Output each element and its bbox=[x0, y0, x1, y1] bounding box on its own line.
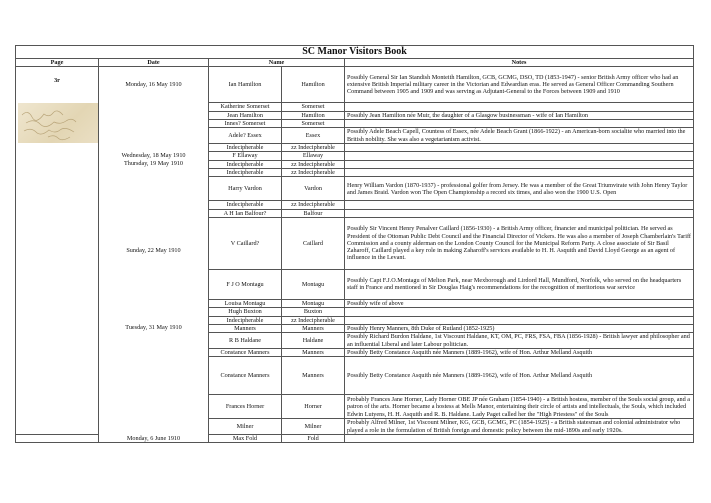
page-cell-empty bbox=[16, 435, 99, 443]
visitor-notes bbox=[345, 152, 694, 160]
visitor-notes: Possibly Betty Constance Asquith née Manners (1889-1962), wife of Hon. Arthur Melland Asquith bbox=[345, 357, 694, 395]
visitor-notes: Probably Frances Jane Horner, Lady Horner OBE JP née Graham (1854-1940) - a British hostess, member of the Souls social group, and a patron of the arts. Horner became a hostess at Mells Manor, entertaining their circle of artists and intellectuals, the Souls, which included Edwin Lutyens, H. H. Asquith and R. B. Haldane. Lady Paget called her the "High Priestess" of the Souls bbox=[345, 395, 694, 419]
visitor-notes: Possibly Henry Manners, 8th Duke of Rutland (1852-1925) bbox=[345, 324, 694, 332]
visitor-name: A H Ian Balfour? bbox=[209, 209, 282, 217]
date-cell: Sunday, 22 May 1910 bbox=[99, 177, 209, 324]
visitor-notes bbox=[345, 144, 694, 152]
visitor-name: R B Haldane bbox=[209, 333, 282, 349]
visitor-surname: Buxton bbox=[282, 308, 345, 316]
visitor-surname: zz Indecipherable bbox=[282, 169, 345, 177]
visitor-surname: Somerset bbox=[282, 103, 345, 111]
visitor-name: Indecipherable bbox=[209, 316, 282, 324]
header-page: Page bbox=[16, 59, 99, 67]
visitor-surname: Milner bbox=[282, 419, 345, 435]
visitor-surname: Manners bbox=[282, 324, 345, 332]
visitor-name: Innes? Somerset bbox=[209, 119, 282, 127]
visitor-surname: Manners bbox=[282, 349, 345, 357]
visitor-surname: zz Indecipherable bbox=[282, 160, 345, 168]
visitor-notes: Possibly Capt F.J.O.Montagu of Melton Park, near Mexborough and Lirdord Hall, Mundford, Norfolk, who served on the headquarters staff in France and mentioned in Sir Douglas Haig's recommendations for the recognition of meritorious war service bbox=[345, 269, 694, 299]
table-row bbox=[16, 67, 694, 103]
visitor-name: Harry Vardon bbox=[209, 177, 282, 201]
visitor-notes bbox=[345, 103, 694, 111]
visitor-name: Indecipherable bbox=[209, 144, 282, 152]
date-cell: Monday, 6 June 1910 bbox=[99, 435, 209, 443]
visitor-notes bbox=[345, 119, 694, 127]
visitor-name: Jean Hamilton bbox=[209, 111, 282, 119]
visitor-notes: Possibly Betty Constance Asquith née Manners (1889-1962), wife of Hon. Arthur Melland Asquith bbox=[345, 349, 694, 357]
visitor-surname: Manners bbox=[282, 357, 345, 395]
header-notes: Notes bbox=[345, 59, 694, 67]
visitor-name: Max Fold bbox=[209, 435, 282, 443]
visitor-name: F Ellaway bbox=[209, 152, 282, 160]
visitor-notes: Probably Alfred Milner, 1st Viscount Milner, KG, GCB, GCMG, PC (1854-1925) - a British statesman and colonial administrator who played a role in the formulation of British foreign and domestic policy between the mid-1890s and early 1920s. bbox=[345, 419, 694, 435]
visitor-name: Frances Horner bbox=[209, 395, 282, 419]
visitor-surname: Montagu bbox=[282, 299, 345, 307]
visitor-notes: Possibly Sir Vincent Henry Penalver Caillard (1856-1930) - a British Army officer, financier and municipal politician. He served as President of the Ottoman Public Debt Council and the Financial Director of Vickers. He was also a member of Joseph Chamberlain's Tariff Commission and a county alderman on the London County Council for the Municipal Reform Party. A close associate of Sir Basil Zaharoff, Caillard played a key role in making Zaharoff's services available to H. H. Asquith and David Lloyd George as an agent of influence in the Levant. bbox=[345, 217, 694, 269]
visitor-surname: Hamilton bbox=[282, 67, 345, 103]
visitor-surname: Balfour bbox=[282, 209, 345, 217]
visitor-name: Ian Hamilton bbox=[209, 67, 282, 103]
visitor-surname: zz Indecipherable bbox=[282, 144, 345, 152]
visitor-notes bbox=[345, 209, 694, 217]
visitor-notes bbox=[345, 169, 694, 177]
visitor-name: V Caillard? bbox=[209, 217, 282, 269]
date-cell: Thursday, 19 May 1910 bbox=[99, 160, 209, 177]
visitor-notes bbox=[345, 308, 694, 316]
date-cell: Monday, 16 May 1910 bbox=[99, 67, 209, 152]
visitor-surname: Somerset bbox=[282, 119, 345, 127]
visitor-surname: Fold bbox=[282, 435, 345, 443]
visitor-name: Indecipherable bbox=[209, 169, 282, 177]
visitor-notes: Possibly Richard Burdon Haldane, 1st Viscount Haldane, KT, OM, PC, FRS, FSA, FBA (1856-1928) - British lawyer and philosopher and an influential Liberal and later Labour politician. bbox=[345, 333, 694, 349]
visitor-notes: Possibly Jean Hamilton née Muir, the daughter of a Glasgow businessman - wife of Ian Hamilton bbox=[345, 111, 694, 119]
visitor-name: Louisa Montagu bbox=[209, 299, 282, 307]
visitors-table bbox=[15, 45, 694, 443]
visitor-surname: Ellaway bbox=[282, 152, 345, 160]
table-row bbox=[16, 435, 694, 443]
visitor-name: Manners bbox=[209, 324, 282, 332]
visitor-name: Katherine Somerset bbox=[209, 103, 282, 111]
page-number: 3r bbox=[54, 77, 60, 85]
signature-page-thumbnail bbox=[18, 103, 98, 143]
visitor-name: Indecipherable bbox=[209, 201, 282, 209]
visitor-surname: zz Indecipherable bbox=[282, 201, 345, 209]
visitor-surname: zz Indecipherable bbox=[282, 316, 345, 324]
visitor-notes bbox=[345, 435, 694, 443]
visitor-name: Hugh Buxton bbox=[209, 308, 282, 316]
table-row bbox=[16, 152, 694, 160]
visitor-name: Adele? Essex bbox=[209, 128, 282, 144]
visitor-surname: Horner bbox=[282, 395, 345, 419]
visitors-book-sheet bbox=[15, 45, 693, 443]
visitor-name: Constance Manners bbox=[209, 349, 282, 357]
page-cell bbox=[16, 67, 99, 435]
visitor-name: Indecipherable bbox=[209, 160, 282, 168]
visitor-notes bbox=[345, 316, 694, 324]
visitor-name: Milner bbox=[209, 419, 282, 435]
table-row bbox=[16, 160, 694, 168]
book-title: SC Manor Visitors Book bbox=[16, 46, 694, 59]
visitor-notes: Henry William Vardon (1870-1937) - professional golfer from Jersey. He was a member of the Great Triumvirate with John Henry Taylor and James Braid. Vardon won The Open Championship a record six times, and also won the 1900 U.S. Open bbox=[345, 177, 694, 201]
visitor-notes: Possibly General Sir Ian Standish Monteith Hamilton, GCB, GCMG, DSO, TD (1853-1947) - senior British Army officer who had an extensive British Imperial military career in the Victorian and Edwardian eras. He served as General Officer Commanding Southern Command between 1905 and 1909 and was serving as Adjutant-General to the Forces between 1909 and 1910 bbox=[345, 67, 694, 103]
visitor-surname: Montagu bbox=[282, 269, 345, 299]
table-row bbox=[16, 324, 694, 332]
visitor-name: Constance Manners bbox=[209, 357, 282, 395]
date-cell: Wednesday, 18 May 1910 bbox=[99, 152, 209, 160]
visitor-surname: Vardon bbox=[282, 177, 345, 201]
visitor-name: F J O Montagu bbox=[209, 269, 282, 299]
visitor-surname: Essex bbox=[282, 128, 345, 144]
table-row bbox=[16, 177, 694, 201]
date-cell: Tuesday, 31 May 1910 bbox=[99, 324, 209, 434]
header-date: Date bbox=[99, 59, 209, 67]
visitor-surname: Haldane bbox=[282, 333, 345, 349]
header-name: Name bbox=[209, 59, 345, 67]
visitor-surname: Hamilton bbox=[282, 111, 345, 119]
visitor-notes: Possibly wife of above bbox=[345, 299, 694, 307]
visitor-notes: Possibly Adele Beach Capell, Countess of Essex, née Adele Beach Grant (1866-1922) - an American-born socialite who married into the British nobility. She was also a vegetarianism activist. bbox=[345, 128, 694, 144]
visitor-surname: Caillard bbox=[282, 217, 345, 269]
visitor-notes bbox=[345, 201, 694, 209]
visitor-notes bbox=[345, 160, 694, 168]
